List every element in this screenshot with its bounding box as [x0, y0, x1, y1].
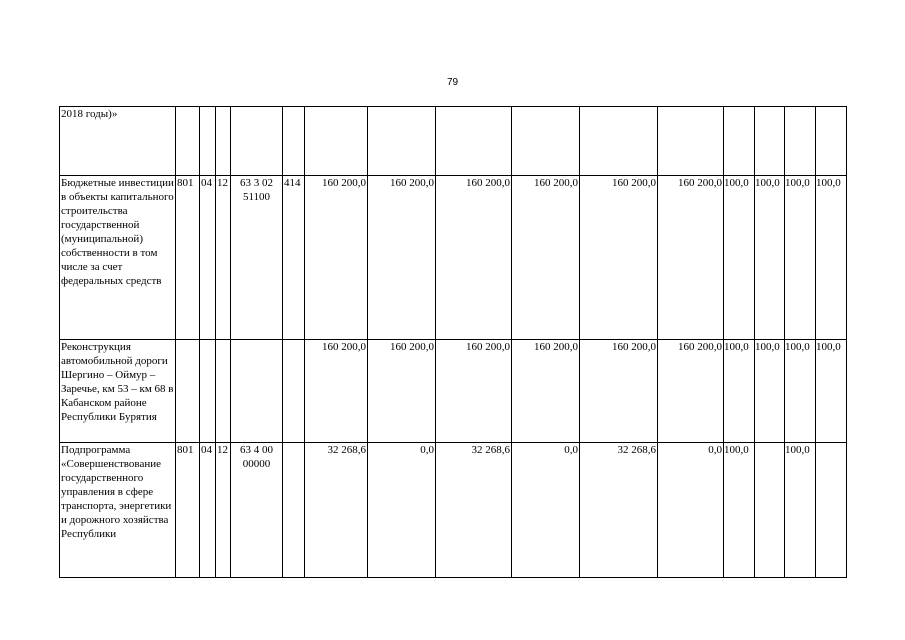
percent-cell: 100,0 — [785, 443, 816, 578]
percent-cell — [785, 107, 816, 176]
value-cell — [305, 107, 368, 176]
vr-cell: 414 — [283, 176, 305, 340]
value-cell: 160 200,0 — [512, 176, 580, 340]
ved-cell — [176, 107, 200, 176]
value-cell: 0,0 — [512, 443, 580, 578]
percent-cell: 100,0 — [755, 176, 785, 340]
value-cell: 160 200,0 — [658, 340, 724, 443]
csr-cell: 63 3 02 51100 — [231, 176, 283, 340]
row-name-cell: Бюджетные инвестиции в объекты капитального строительства государственной (муниципальной) собственности в том числе за счет федеральных средств — [60, 176, 176, 340]
value-cell: 160 200,0 — [436, 340, 512, 443]
value-cell: 160 200,0 — [512, 340, 580, 443]
value-cell: 160 200,0 — [305, 340, 368, 443]
page-number: 79 — [446, 77, 459, 88]
value-cell: 160 200,0 — [368, 176, 436, 340]
value-cell: 160 200,0 — [305, 176, 368, 340]
table-row — [60, 340, 847, 443]
pr-cell: 12 — [216, 443, 231, 578]
percent-cell — [724, 107, 755, 176]
value-cell: 160 200,0 — [580, 340, 658, 443]
value-cell: 160 200,0 — [436, 176, 512, 340]
percent-cell — [755, 443, 785, 578]
csr-cell — [231, 340, 283, 443]
rz-cell — [200, 340, 216, 443]
percent-cell: 100,0 — [755, 340, 785, 443]
ved-cell: 801 — [176, 443, 200, 578]
value-cell: 160 200,0 — [580, 176, 658, 340]
rz-cell: 04 — [200, 443, 216, 578]
pr-cell — [216, 340, 231, 443]
rz-cell — [200, 107, 216, 176]
value-cell — [580, 107, 658, 176]
budget-table — [59, 106, 847, 578]
table-row — [60, 443, 847, 578]
value-cell: 32 268,6 — [305, 443, 368, 578]
vr-cell — [283, 443, 305, 578]
percent-cell — [755, 107, 785, 176]
value-cell: 160 200,0 — [658, 176, 724, 340]
value-cell — [658, 107, 724, 176]
value-cell: 0,0 — [368, 443, 436, 578]
percent-cell: 100,0 — [785, 340, 816, 443]
vr-cell — [283, 107, 305, 176]
percent-cell — [816, 443, 847, 578]
table-row — [60, 176, 847, 340]
value-cell — [368, 107, 436, 176]
value-cell — [436, 107, 512, 176]
percent-cell: 100,0 — [724, 443, 755, 578]
row-name-cell: Реконструкция автомобильной дороги Шергино – Оймур – Заречье, км 53 – км 68 в Кабанском районе Республики Бурятия — [60, 340, 176, 443]
row-name-cell: Подпрограмма «Совершенствование государственного управления в сфере транспорта, энергетики и дорожного хозяйства Республики — [60, 443, 176, 578]
pr-cell: 12 — [216, 176, 231, 340]
percent-cell: 100,0 — [816, 340, 847, 443]
value-cell: 32 268,6 — [436, 443, 512, 578]
table-row — [60, 107, 847, 176]
ved-cell — [176, 340, 200, 443]
percent-cell: 100,0 — [724, 340, 755, 443]
value-cell: 32 268,6 — [580, 443, 658, 578]
percent-cell: 100,0 — [816, 176, 847, 340]
value-cell — [512, 107, 580, 176]
value-cell: 160 200,0 — [368, 340, 436, 443]
ved-cell: 801 — [176, 176, 200, 340]
row-name-cell: 2018 годы)» — [60, 107, 176, 176]
vr-cell — [283, 340, 305, 443]
percent-cell: 100,0 — [785, 176, 816, 340]
percent-cell: 100,0 — [724, 176, 755, 340]
percent-cell — [816, 107, 847, 176]
value-cell: 0,0 — [658, 443, 724, 578]
rz-cell: 04 — [200, 176, 216, 340]
pr-cell — [216, 107, 231, 176]
csr-cell: 63 4 00 00000 — [231, 443, 283, 578]
csr-cell — [231, 107, 283, 176]
